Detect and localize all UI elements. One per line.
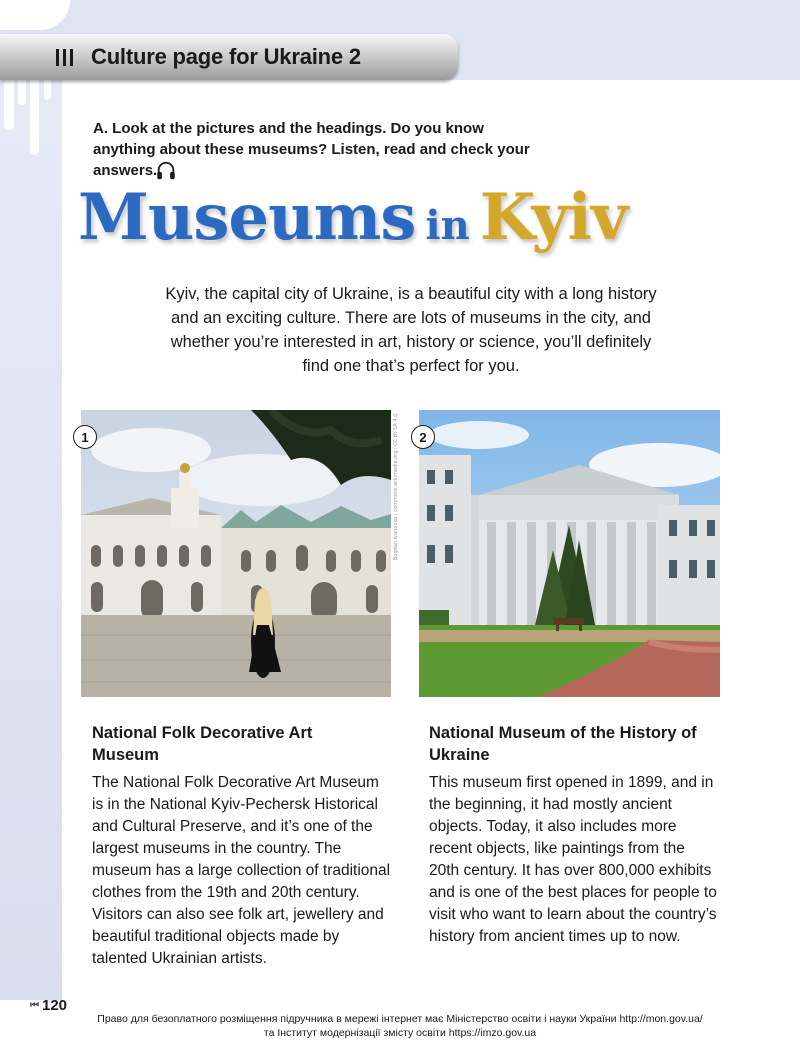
page-number-value: 120 <box>42 997 68 1014</box>
photo-number-badge: 2 <box>411 425 435 449</box>
page-title <box>78 180 738 255</box>
museum-heading-2: National Museum of the History of Ukraine <box>429 724 697 764</box>
footer-line-1: Право для безоплатного розміщення підручника в мережі інтернет має Міністерство освіти і науки України http://mon.gov.ua/ <box>97 1013 703 1025</box>
title-word-in: in <box>425 202 470 249</box>
section-title: Culture page for Ukraine 2 <box>91 44 361 69</box>
title-word-kyiv: Kyiv <box>479 180 628 255</box>
museum-description-1: The National Folk Decorative Art Museum is in the National Kyiv-Pechersk Historical and Cultural Preserve, and it’s one of the largest museums in the country. The museum has a large collection of traditional clothes from the 19th and 20th century. Visitors can also see folk art, jewellery and beautiful traditional objects made by talented Ukrainian artists. <box>92 774 391 967</box>
photo-number-badge: 1 <box>73 425 97 449</box>
headphones-icon[interactable] <box>155 160 177 182</box>
three-bars-icon <box>56 49 73 66</box>
section-header <box>0 34 458 80</box>
museum-description-2: This museum first opened in 1899, and in the beginning, it had mostly ancient objects. Today, it also includes more recent objects, like paintings from the 20th century. It has over 800,000 exhibits and is one of the best places for people to visit who want to learn about the country’s history from ancient times up to now. <box>429 774 717 945</box>
exercise-instruction: A. Look at the pictures and the headings. Do you know anything about these museums? Listen, read and check your answers. <box>93 120 530 179</box>
title-word-museums: Museums <box>78 180 416 255</box>
photo-credit: Bogdan.Ivanenko / commons.wikimedia.org / CC BY-SA 4.0 <box>393 413 399 560</box>
left-decorative-strip <box>0 40 62 1000</box>
museum-photo-1 <box>81 410 391 697</box>
back-arrows-icon: ⏮ <box>30 1000 39 1011</box>
intro-paragraph: Kyiv, the capital city of Ukraine, is a beautiful city with a long history and an exciting culture. There are lots of museums in the city, and whether you’re interested in art, history or science, you’ll definitely find one that’s perfect for you. <box>165 285 657 375</box>
museum-heading-1: National Folk Decorative Art Museum <box>92 724 313 764</box>
copyright-footer <box>0 1012 800 1040</box>
footer-line-2: та Інститут модернізації змісту освіти https://imzo.gov.ua <box>263 1027 537 1039</box>
museum-photo-2 <box>419 410 720 697</box>
